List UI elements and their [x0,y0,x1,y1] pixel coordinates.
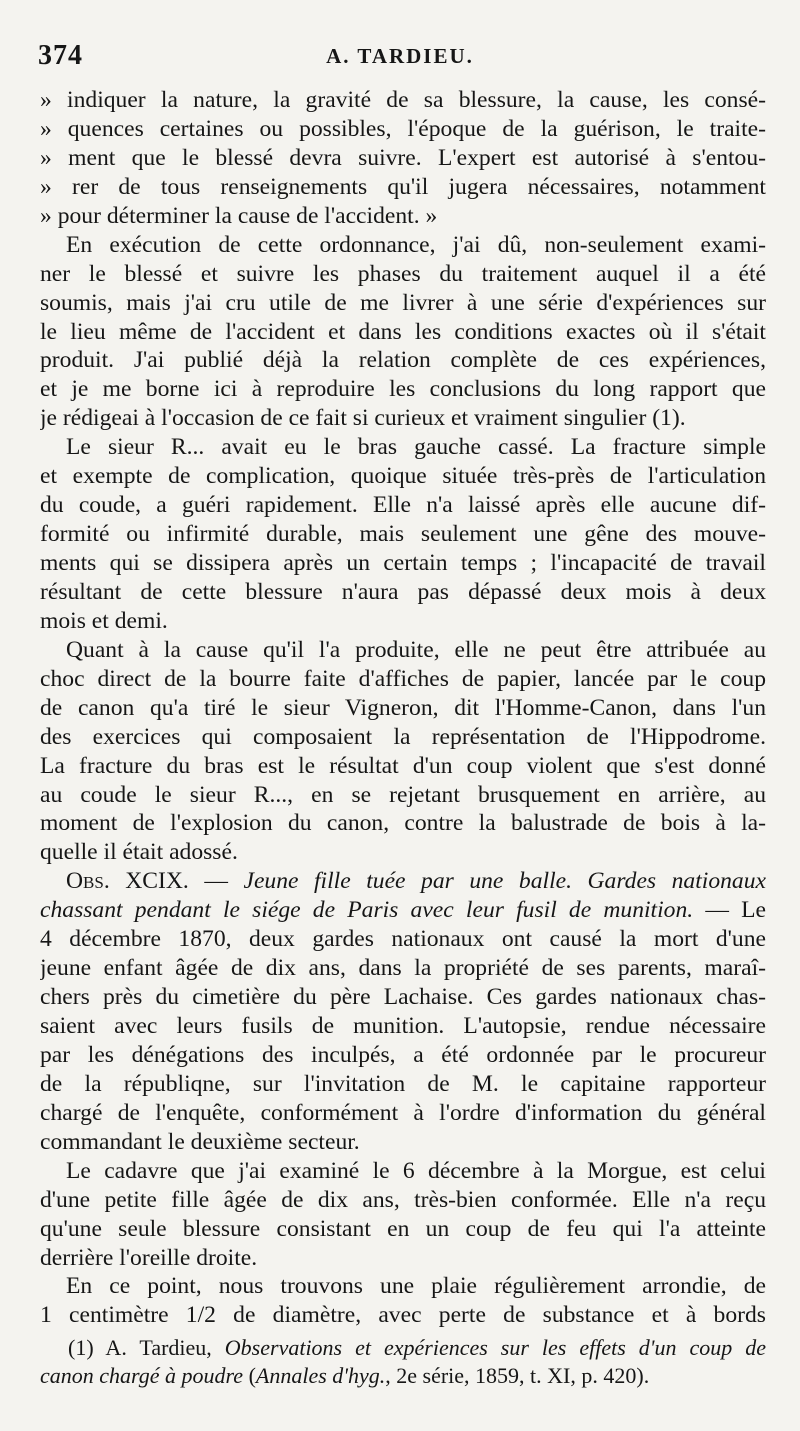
lines-text: Quant à la cause qu'il l'a produite, elle ne peut être attribuée au [66,636,766,663]
lines-line [40,289,766,318]
lines-line [40,231,766,260]
lines-line [40,665,766,694]
lines-text: Le cadavre que j'ai examiné le 6 décembre à la Morgue, est celui [66,1157,766,1184]
lines-text: et exempte de complication, quoique située très-près de l'articulation [40,463,766,490]
footnotes-line [40,1362,766,1390]
lines-line [40,1070,766,1099]
lines-line [40,462,766,491]
body-text [40,86,766,1330]
lines-line [40,1157,766,1186]
lines-text: par les dénégations des inculpés, a été ordonnée par le procureur [40,1041,766,1068]
lines-line [40,1099,766,1128]
lines-text: au coude le sieur R..., en se rejetant brusquement en arrière, au [40,781,766,808]
lines-text: En exécution de cette ordonnance, j'ai dû, non-seulement exami- [66,231,766,258]
lines-line [40,1272,766,1301]
lines-text: jeune enfant âgée de dix ans, dans la propriété de ses parents, maraî- [40,955,766,982]
lines-text: moment de l'explosion du canon, contre la balustrade de bois à la- [40,810,766,837]
lines-text: je rédigeai à l'occasion de ce fait si curieux et vraiment singulier (1). [40,405,686,432]
lines-line [40,1244,766,1273]
lines-line [40,491,766,520]
lines-text: 1 centimètre 1/2 de diamètre, avec perte de substance et à bords [40,1302,766,1329]
lines-text: mois et demi. [40,607,168,634]
lines-line [40,318,766,347]
footnotes-line [40,1334,766,1362]
lines-line [40,636,766,665]
lines-line [40,954,766,983]
lines-line [40,925,766,954]
lines-line [40,809,766,838]
footnotes [40,1334,766,1390]
lines-line [40,404,766,433]
lines-line [40,202,766,231]
lines-line [40,752,766,781]
lines-text: le lieu même de l'accident et dans les conditions exactes où il s'était [40,318,766,345]
lines-line [40,578,766,607]
lines-text: — Le [693,897,766,924]
lines-line [40,115,766,144]
lines-line [40,1012,766,1041]
lines-text: quelle il était adossé. [40,839,238,866]
footnotes-text: canon chargé à poudre [40,1363,244,1388]
lines-text: » rer de tous renseignements qu'il jugera nécessaires, notamment [40,173,766,200]
footnotes-text: , 2e série, 1859, t. XI, p. 420). [385,1363,650,1388]
lines-text: qu'une seule blessure consistant en un coup de feu qui l'a atteinte [40,1215,766,1242]
lines-text: et je me borne ici à reproduire les conclusions du long rapport que [40,376,766,403]
lines-line [40,607,766,636]
footnotes-text: Annales d'hyg. [255,1363,386,1388]
lines-line [40,781,766,810]
lines-text: d'une petite fille âgée de dix ans, très-bien conformée. Elle n'a reçu [40,1186,766,1213]
lines-line [40,86,766,115]
lines-line [40,1128,766,1157]
page-header [38,40,762,76]
lines-line [40,838,766,867]
page-number: 374 [38,40,83,71]
lines-line [40,433,766,462]
lines-text: ments qui se dissipera après un certain temps ; l'incapacité de travail [40,550,766,576]
lines-line [40,1301,766,1330]
lines-text: produit. J'ai publié déjà la relation complète de ces expériences, [40,347,766,374]
lines-text: des exercices qui composaient la représentation de l'Hippodrome. [40,723,766,750]
lines-text: chassant pendant le siége de Paris avec leur fusil de munition. [40,897,694,924]
lines-line [40,260,766,289]
lines-line [40,173,766,202]
lines-line [40,867,766,896]
lines-line [40,896,766,925]
lines-line [40,549,766,578]
lines-line [40,1041,766,1070]
lines-text: La fracture du bras est le résultat d'un coup violent que s'est donné [40,752,766,779]
lines-text: » indiquer la nature, la gravité de sa blessure, la cause, les consé- [40,87,766,113]
footnotes-text: (1) A. Tardieu, [68,1335,225,1360]
lines-text: saient avec leurs fusils de munition. L'autopsie, rendue nécessaire [40,1013,766,1039]
lines-text: formité ou infirmité durable, mais seulement une gêne des mouve- [40,521,766,548]
lines-line [40,346,766,375]
lines-text: Jeune fille tuée par une balle. Gardes nationaux [243,868,766,895]
lines-text: soumis, mais j'ai cru utile de me livrer à une série d'expériences sur [40,289,766,316]
lines-line [40,983,766,1012]
lines-text: choc direct de la bourre faite d'affiches de papier, lancée par le coup [40,665,766,692]
lines-text: » pour déterminer la cause de l'accident. » [40,202,438,229]
lines-text: du coude, a guéri rapidement. Elle n'a laissé après elle aucune dif- [40,492,766,519]
lines-text: ner le blessé et suivre les phases du traitement auquel il a été [40,260,766,287]
running-head: A. TARDIEU. [326,44,474,68]
lines-text: Obs. XCIX. [66,868,189,895]
lines-text: résultant de cette blessure n'aura pas dépassé deux mois à deux [40,578,766,605]
lines-text: 4 décembre 1870, deux gardes nationaux ont causé la mort d'une [40,926,766,953]
lines-line [40,144,766,173]
footnotes-text: Observations et expériences sur les effets d'un coup de [224,1335,766,1360]
lines-text: de canon qu'a tiré le sieur Vigneron, dit l'Homme-Canon, dans l'un [40,694,766,721]
lines-line [40,375,766,404]
lines-line [40,694,766,723]
lines-text: » quences certaines ou possibles, l'époque de la guérison, le traite- [40,115,766,142]
lines-text: chargé de l'enquête, conformément à l'ordre d'information du général [40,1099,766,1126]
lines-text: » ment que le blessé devra suivre. L'expert est autorisé à s'entou- [40,144,766,171]
lines-text: de la républiqne, sur l'invitation de M. le capitaine rapporteur [40,1070,766,1097]
lines-text: commandant le deuxième secteur. [40,1128,360,1155]
lines-text: derrière l'oreille droite. [40,1244,258,1271]
lines-text: chers près du cimetière du père Lachaise. Ces gardes nationaux chas- [40,984,766,1011]
footnotes-text: ( [243,1363,256,1388]
lines-line [40,520,766,549]
lines-text: Le sieur R... avait eu le bras gauche cassé. La fracture simple [66,434,766,461]
lines-line [40,1186,766,1215]
lines-line [40,723,766,752]
lines-text: En ce point, nous trouvons une plaie régulièrement arrondie, de [66,1273,766,1300]
lines-line [40,1215,766,1244]
lines-text: — [188,868,244,895]
